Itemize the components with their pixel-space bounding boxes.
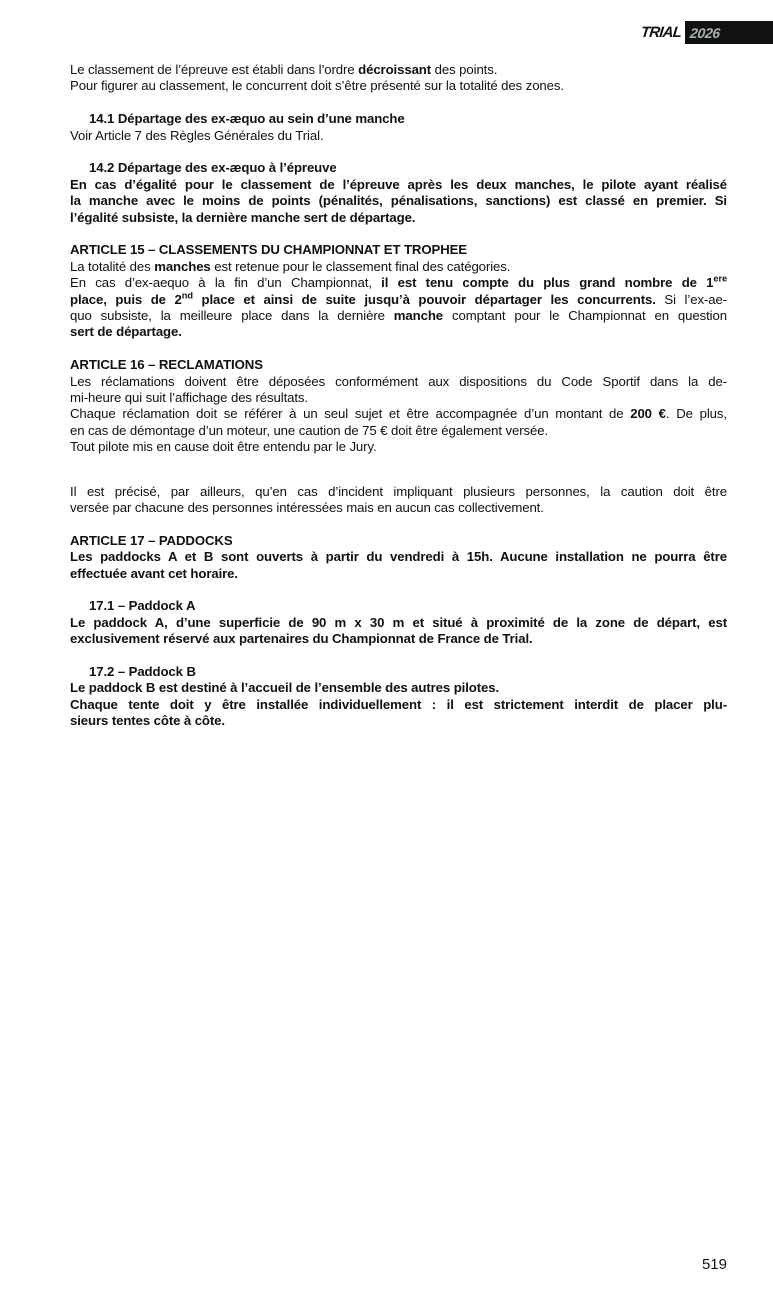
text-line xyxy=(70,533,727,549)
text-segment: décroissant xyxy=(358,62,432,77)
text-segment: place et ainsi de suite jusqu’à pouvoir départager les concurrents. xyxy=(192,291,656,307)
heading xyxy=(70,533,727,549)
text-segment: 17.1 – Paddock A xyxy=(89,598,196,614)
text-line xyxy=(70,566,727,582)
text-segment: Les paddocks A et B sont ouverts à partir du vendredi à 15h. Aucune installation ne pourra être xyxy=(70,549,727,565)
heading xyxy=(70,242,727,258)
text-segment: versée par chacune des personnes intéressées mais en aucun cas collectivement. xyxy=(70,499,544,515)
text-line xyxy=(70,78,727,94)
paragraph xyxy=(70,259,727,341)
text-segment: Chaque tente doit y être installée individuellement : il est strictement interdit de placer plu- xyxy=(70,696,727,712)
text-line xyxy=(70,308,727,324)
text-line xyxy=(70,128,727,144)
heading xyxy=(70,357,727,373)
text-segment: l’égalité subsiste, la dernière manche sert de départage. xyxy=(70,209,416,225)
text-segment: manche xyxy=(393,308,444,324)
text-segment: manches xyxy=(154,258,211,274)
text-line xyxy=(70,549,727,565)
text-segment: place, puis de 2 xyxy=(70,291,182,307)
text-segment: ARTICLE 15 – CLASSEMENTS DU CHAMPIONNAT ET TROPHEE xyxy=(70,242,468,258)
text-segment: est retenue pour le classement final des catégories. xyxy=(210,258,511,274)
document-body xyxy=(70,62,727,730)
text-line xyxy=(70,62,727,78)
text-line xyxy=(70,210,727,226)
text-segment: il est tenu compte du plus grand nombre de 1 xyxy=(381,275,714,291)
paragraph xyxy=(70,374,727,456)
text-line xyxy=(70,500,727,516)
text-line xyxy=(70,423,727,439)
text-line xyxy=(70,680,727,696)
text-segment: . De plus, xyxy=(665,406,727,422)
brand-year-badge xyxy=(685,21,773,44)
text-line xyxy=(70,275,727,291)
superscript-text: ere xyxy=(713,273,727,284)
text-segment: En cas d’ex-aequo à la fin d’un Championnat, xyxy=(70,275,382,291)
text-line xyxy=(70,439,727,455)
text-segment: en cas de démontage d’un moteur, une caution de 75 € doit être également versée. xyxy=(70,422,549,438)
text-segment: Le classement de l’épreuve est établi dans l’ordre xyxy=(70,62,359,77)
text-segment: Pour figurer au classement, le concurrent doit s’être présenté sur la totalité des zones. xyxy=(70,78,564,94)
text-line xyxy=(70,713,727,729)
text-segment: exclusivement réservé aux partenaires du Championnat de France de Trial. xyxy=(70,631,533,647)
subheading xyxy=(70,598,727,614)
text-line xyxy=(70,631,727,647)
text-segment: ARTICLE 17 – PADDOCKS xyxy=(70,532,233,548)
text-line xyxy=(70,357,727,373)
text-line xyxy=(70,615,727,631)
text-segment: la manche avec le moins de points (pénalités, pénalisations, sanctions) est classé en premier. Si xyxy=(70,193,727,209)
text-line xyxy=(70,193,727,209)
text-segment: Le paddock A, d’une superficie de 90 m x 30 m et situé à proximité de la zone de départ, est xyxy=(70,614,727,630)
text-segment: La totalité des xyxy=(70,258,155,274)
text-segment: ARTICLE 16 – RECLAMATIONS xyxy=(70,357,263,373)
text-segment: comptant pour le Championnat en question xyxy=(443,308,727,324)
text-segment: des points. xyxy=(431,62,498,77)
text-segment: Les réclamations doivent être déposées conformément aux dispositions du Code Sportif dans la de- xyxy=(70,373,727,389)
text-segment: 200 € xyxy=(630,406,666,422)
text-line xyxy=(70,697,727,713)
text-line xyxy=(70,177,727,193)
text-segment: sert de départage. xyxy=(70,324,182,340)
text-line xyxy=(89,111,727,127)
text-segment: mi-heure qui suit l’affichage des résultats. xyxy=(70,390,308,406)
text-segment: 14.1 Départage des ex-æquo au sein d’une manche xyxy=(89,111,405,127)
subheading xyxy=(70,664,727,680)
text-line xyxy=(89,160,727,176)
paragraph xyxy=(70,62,727,95)
text-line xyxy=(70,390,727,406)
paragraph xyxy=(70,484,727,517)
subheading xyxy=(70,111,727,127)
text-segment: 14.2 Départage des ex-æquo à l’épreuve xyxy=(89,160,337,176)
text-segment: Si l’ex-ae- xyxy=(655,291,727,307)
subheading xyxy=(70,160,727,176)
text-line xyxy=(70,324,727,340)
text-line xyxy=(70,484,727,500)
text-segment: 17.2 – Paddock B xyxy=(89,663,196,679)
text-segment: Tout pilote mis en cause doit être entendu par le Jury. xyxy=(70,439,377,455)
brand-name: TRIAL xyxy=(639,24,682,41)
text-segment: En cas d’égalité pour le classement de l’épreuve après les deux manches, le pilote ayant réalisé xyxy=(70,176,727,192)
paragraph xyxy=(70,615,727,648)
text-segment: Il est précisé, par ailleurs, qu’en cas d’incident impliquant plusieurs personnes, la caution doit être xyxy=(70,483,727,499)
brand-year: 2026 xyxy=(689,24,721,41)
text-line xyxy=(89,598,727,614)
page-number: 519 xyxy=(701,1256,727,1273)
text-line xyxy=(70,242,727,258)
text-line xyxy=(89,664,727,680)
text-segment: effectuée avant cet horaire. xyxy=(70,565,238,581)
text-segment: quo subsiste, la meilleure place dans la dernière xyxy=(70,308,394,324)
brand-logo xyxy=(641,21,773,44)
text-segment: Chaque réclamation doit se référer à un seul sujet et être accompagnée d’un montant de xyxy=(70,406,631,422)
paragraph xyxy=(70,128,727,144)
paragraph xyxy=(70,177,727,226)
text-line xyxy=(70,406,727,422)
text-segment: sieurs tentes côte à côte. xyxy=(70,713,225,729)
text-segment: Le paddock B est destiné à l’accueil de l’ensemble des autres pilotes. xyxy=(70,680,500,696)
text-segment: Voir Article 7 des Règles Générales du Trial. xyxy=(70,127,324,143)
paragraph xyxy=(70,549,727,582)
text-line xyxy=(70,259,727,275)
text-line xyxy=(70,374,727,390)
superscript-text: nd xyxy=(181,290,193,301)
text-line xyxy=(70,292,727,308)
paragraph xyxy=(70,680,727,729)
